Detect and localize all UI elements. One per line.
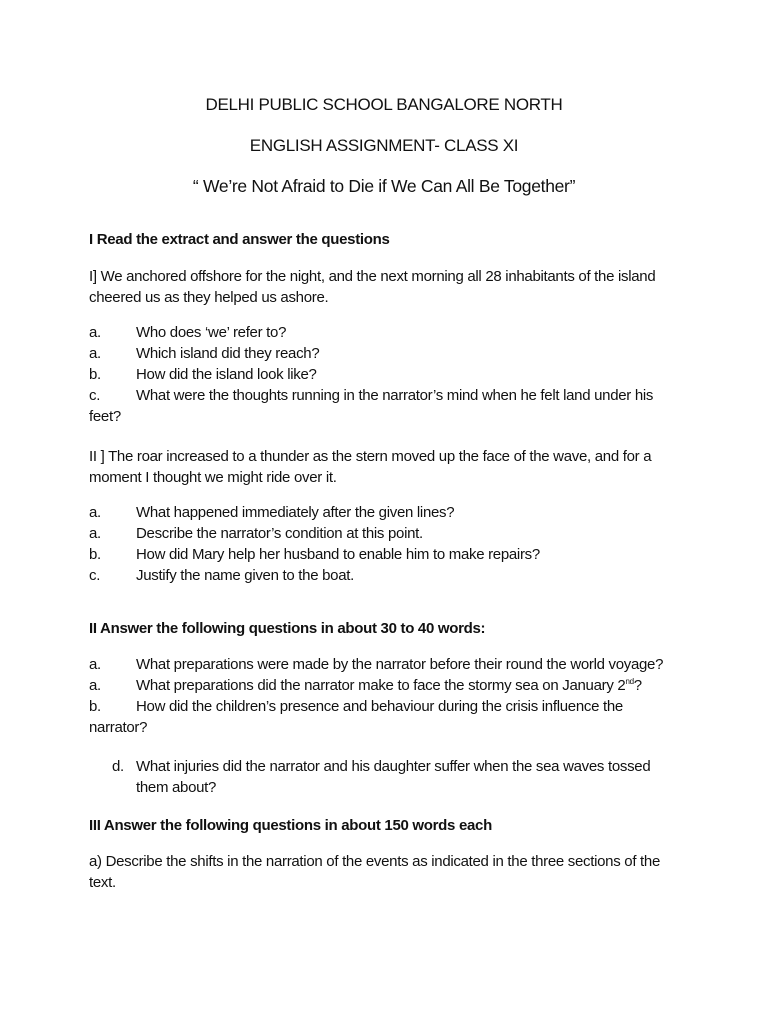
question-text: Who does ‘we’ refer to? (136, 324, 287, 341)
section-1-heading: I Read the extract and answer the questions (89, 231, 390, 248)
question-end: ? (633, 677, 642, 694)
question-text: What were the thoughts running in the narrator’s mind when he felt land under his feet? (89, 387, 654, 425)
question-text: Justify the name given to the boat. (136, 567, 354, 584)
question-text: Which island did they reach? (136, 345, 320, 362)
section-2-questions (89, 654, 679, 738)
question-item (89, 364, 679, 385)
school-name: DELHI PUBLIC SCHOOL BANGALORE NORTH (205, 95, 563, 114)
question-text: Describe the narrator’s condition at this point. (136, 525, 423, 542)
extract-2: II ] The roar increased to a thunder as the stern moved up the face of the wave, and for a moment I thought we might ride over it. (89, 448, 652, 486)
extract-1-questions (89, 322, 679, 427)
question-marker: a. (89, 504, 101, 521)
question-item (89, 565, 679, 586)
question-marker: b. (89, 546, 101, 563)
chapter-title: “ We’re Not Afraid to Die if We Can All Be Together” (192, 176, 576, 196)
question-text: How did the island look like? (136, 366, 317, 383)
section-3-heading: III Answer the following questions in about 150 words each (89, 817, 492, 834)
question-item (89, 502, 679, 523)
question-text: How did Mary help her husband to enable him to make repairs? (136, 546, 540, 563)
question-marker: b. (89, 698, 101, 715)
question-marker: a. (89, 677, 101, 694)
question-marker: d. (112, 758, 124, 775)
question-text: What injuries did the narrator and his daughter suffer when the sea waves tossed them about? (136, 758, 651, 796)
indented-question (112, 756, 672, 798)
question-marker: b. (89, 366, 101, 383)
question-item (89, 654, 679, 675)
question-text: What happened immediately after the given lines? (136, 504, 455, 521)
question-item (89, 385, 679, 427)
question-item (112, 756, 672, 798)
question-text: How did the children’s presence and behaviour during the crisis influence the narrator? (89, 698, 623, 736)
extract-2-questions (89, 502, 679, 586)
question-marker: a. (89, 656, 101, 673)
question-item (89, 523, 679, 544)
ordinal-suffix: nd (625, 677, 634, 686)
long-answer-question: a) Describe the shifts in the narration of the events as indicated in the three sections of the text. (89, 853, 661, 891)
question-item (89, 544, 679, 565)
question-marker: c. (89, 387, 101, 404)
question-item (89, 322, 679, 343)
question-marker: a. (89, 525, 101, 542)
question-item (89, 696, 679, 738)
question-item (89, 343, 679, 364)
question-marker: c. (89, 567, 101, 584)
section-2-heading: II Answer the following questions in about 30 to 40 words: (89, 620, 486, 637)
question-marker: a. (89, 324, 101, 341)
question-text: What preparations did the narrator make to face the stormy sea on January 2 (136, 677, 626, 694)
extract-1: I] We anchored offshore for the night, and the next morning all 28 inhabitants of the island cheered us as they helped us ashore. (89, 268, 656, 306)
question-item (89, 675, 679, 696)
assignment-title: ENGLISH ASSIGNMENT- CLASS XI (249, 136, 519, 155)
question-marker: a. (89, 345, 101, 362)
question-text: What preparations were made by the narrator before their round the world voyage? (136, 656, 664, 673)
